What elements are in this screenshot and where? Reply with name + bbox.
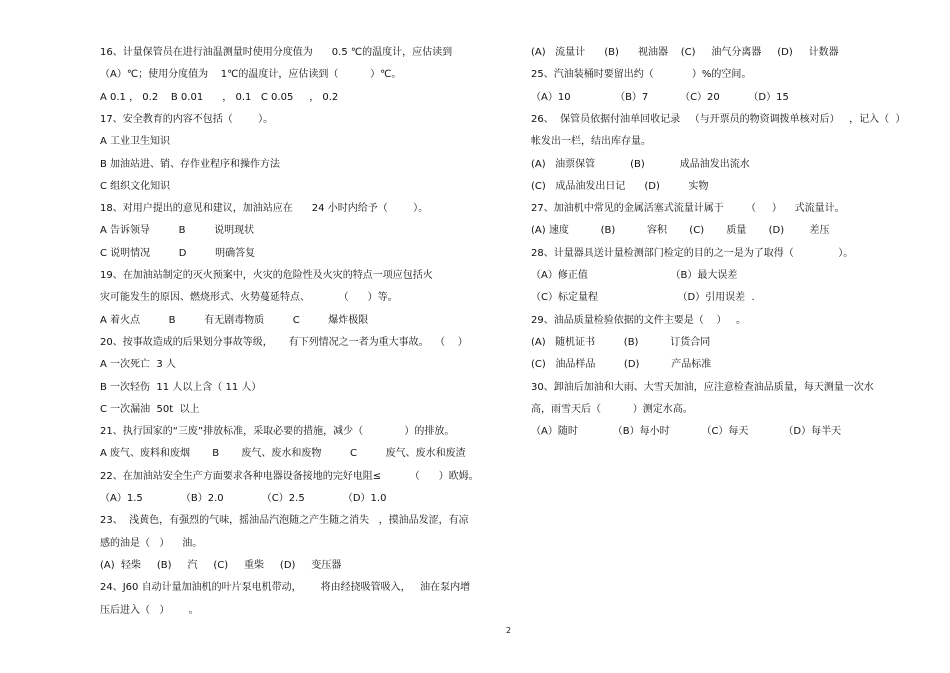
right-column-line: (C) 油品样品 (D) 产品标准 (531, 359, 712, 370)
left-column-line: 17、安全教育的内容不包括（ ）。 (100, 114, 274, 125)
left-column-line: A 一次死亡 3 人 (100, 359, 176, 370)
right-column-line: 29、油品质量检验依据的文件主要是（ ） 。 (531, 315, 746, 326)
right-column-line: 26、 保管员依据付油单回收记录 （与开票员的物资调拨单核对后） ，记入（ ） (531, 114, 906, 125)
left-column-line: B 一次轻伤 11 人以上含（ 11 人） (100, 382, 262, 393)
left-column-line: A 告诉领导 B 说明现状 (100, 225, 255, 236)
left-column-line: (A) 轻柴 (B) 汽 (C) 重柴 (D) 变压器 (100, 560, 342, 571)
left-column-line: 感的油是（ ） 油。 (100, 538, 203, 549)
left-column-line: 19、在加油站制定的灭火预案中，火灾的危险性及火灾的特点一项应包括火 (100, 270, 433, 281)
left-column-line: C 一次漏油 50t 以上 (100, 404, 200, 415)
left-column-line: 21、执行国家的“三废”排放标准，采取必要的措施，减少（ ）的排放。 (100, 426, 455, 437)
right-column-line: （A）随时 （B）每小时 （C）每天 （D）每半天 (531, 426, 842, 437)
left-column-line: （A）1.5 （B）2.0 （C）2.5 （D）1.0 (100, 493, 387, 504)
right-column-line: (A) 速度 (B) 容积 (C) 质量 (D) 差压 (531, 225, 830, 236)
left-column-line: 20、按事故造成的后果划分事故等级， 有下列情况之一者为重大事故。 （ ） (100, 337, 468, 348)
left-column-line: A 工业卫生知识 (100, 136, 171, 147)
left-column-line: C 组织文化知识 (100, 181, 171, 192)
right-column-line: 28、计量器具送计量检测部门检定的目的之一是为了取得（ ）。 (531, 248, 854, 259)
right-column-line: (A) 流量计 (B) 视油器 (C) 油气分离器 (D) 计数器 (531, 47, 839, 58)
page-number: 2 (506, 626, 512, 635)
right-column-line: 25、汽油装桶时要留出约（ ）%的空间。 (531, 69, 752, 80)
left-column-line: C 说明情况 D 明确答复 (100, 248, 256, 259)
left-column-line: 22、在加油站安全生产方面要求各种电器设备接地的完好电阻≤ （ ）欧姆。 (100, 471, 479, 482)
left-column-line: 压后进入（ ） 。 (100, 605, 199, 616)
right-column-line: 30、卸油后加油和大雨、大雪天加油，应注意检查油品质量，每天测量一次水 (531, 382, 874, 393)
left-column-line: A 着火点 B 有无剧毒物质 C 爆炸极限 (100, 315, 369, 326)
right-column-line: （C）标定量程 （D）引用误差 . (531, 292, 755, 303)
left-column-line: 16、计量保管员在进行油温测量时使用分度值为 0.5 ℃的温度计，应估读到 (100, 47, 453, 58)
right-column-line: （A）修正值 （B）最大误差 (531, 270, 738, 281)
left-column-line: A 0.1 ， 0.2 B 0.01 ， 0.1 C 0.05 ， 0.2 (100, 92, 339, 103)
right-column-line: (C) 成品油发出日记 (D) 实物 (531, 181, 709, 192)
left-column-line: 18、对用户提出的意见和建议，加油站应在 24 小时内给予（ ）。 (100, 203, 429, 214)
right-column-line: 27、加油机中常见的金属活塞式流量计属于 （ ） 式流量计。 (531, 203, 845, 214)
right-column-line: 高，雨雪天后（ ）测定水高。 (531, 404, 693, 415)
right-column-line: 帐发出一栏，结出库存量。 (531, 136, 651, 147)
left-column-line: A 废气、废料和废烟 B 废气、废水和废物 C 废气、废水和废渣 (100, 448, 466, 459)
left-column-line: B 加油站进、销、存作业程序和操作方法 (100, 159, 281, 170)
right-column-line: (A) 随机证书 (B) 订货合同 (531, 337, 711, 348)
right-column-line: （A）10 （B）7 （C）20 （D）15 (531, 92, 789, 103)
left-column-line: 24、J60 自动计量加油机的叶片泵电机带动， 将由经挠吸管吸入， 油在泵内增 (100, 582, 471, 593)
left-column-line: （A）℃；使用分度值为 1℃的温度计，应估读到（ ）℃。 (100, 69, 402, 80)
left-column-line: 23、 浅黄色，有强烈的气味，摇油品汽泡随之产生随之消失 ，摸油品发涩，有凉 (100, 515, 469, 526)
left-column-line: 灾可能发生的原因、燃烧形式、火势蔓延特点、 （ ）等。 (100, 292, 398, 303)
right-column-line: (A) 油票保管 (B) 成品油发出流水 (531, 159, 750, 170)
